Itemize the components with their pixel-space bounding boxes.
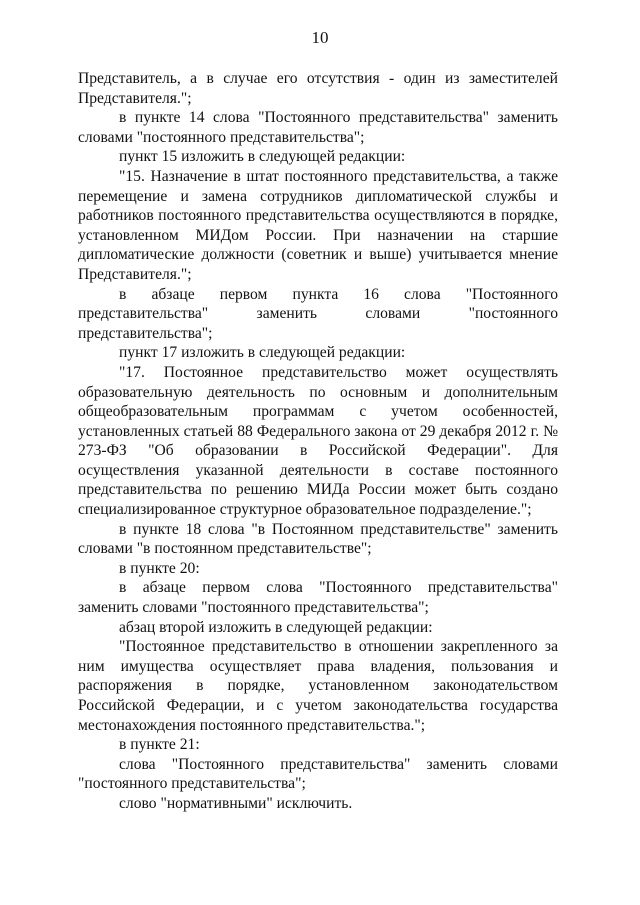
paragraph-item-20-second-text: "Постоянное представительство в отношении закрепленного за ним имущества осуществляет права владения, пользования и распоряжения в порядке, установленном законодательством Российской Федерации, и с учетом законодательства государства местонахождения постоянного представительства.";	[78, 638, 558, 734]
paragraph-item-21-intro: в пункте 21:	[119, 736, 200, 754]
paragraph-item-14: в пункте 14 слова "Постоянного представительства" заменить словами "постоянного представительства";	[78, 109, 558, 146]
paragraph-item-20-second-intro: абзац второй изложить в следующей редакции:	[119, 618, 433, 636]
page-number: 10	[311, 28, 329, 47]
paragraph-item-20-first: в абзаце первом слова "Постоянного представительства" заменить словами "постоянного представительства";	[78, 579, 558, 617]
paragraph-item-15-text: "15. Назначение в штат постоянного представительства, а также перемещение и замена сотрудников дипломатической службы и работников постоянного представительства осуществляются в порядке, установленном МИДом России. При назначении на старшие дипломатические должности (советник и выше) учитывается мнение Представителя.";	[78, 167, 558, 283]
paragraph-continuation: Представитель, а в случае его отсутствия - один из заместителей Представителя.";	[78, 70, 558, 107]
paragraph-item-15-intro: пункт 15 изложить в следующей редакции:	[119, 148, 406, 166]
paragraph-item-17-text: "17. Постоянное представительство может осуществлять образовательную деятельность по основным и дополнительным общеобразовательным программам с учетом особенностей, установленных статьей 88 Федерального закона от 29 декабря 2012 г. № 273-ФЗ "Об образовании в Российской Федерации". Для осуществления указанной деятельности в составе постоянного представительства по решению МИДа России может быть создано специализированное структурное образовательное подразделение.";	[78, 363, 558, 519]
paragraph-item-20-intro: в пункте 20:	[119, 559, 200, 577]
paragraph-item-21-exclude: слово "нормативными" исключить.	[119, 794, 353, 812]
paragraph-item-17-intro: пункт 17 изложить в следующей редакции:	[119, 344, 406, 362]
document-body	[78, 69, 558, 814]
paragraph-item-16: в абзаце первом пункта 16 слова "Постоянного представительства" заменить словами "постоянного представительства";	[78, 285, 558, 342]
paragraph-item-18: в пункте 18 слова "в Постоянном представительстве" заменить словами "в постоянном представительстве";	[78, 520, 558, 558]
paragraph-item-21-words: слова "Постоянного представительства" заменить словами "постоянного представительства";	[78, 755, 558, 793]
